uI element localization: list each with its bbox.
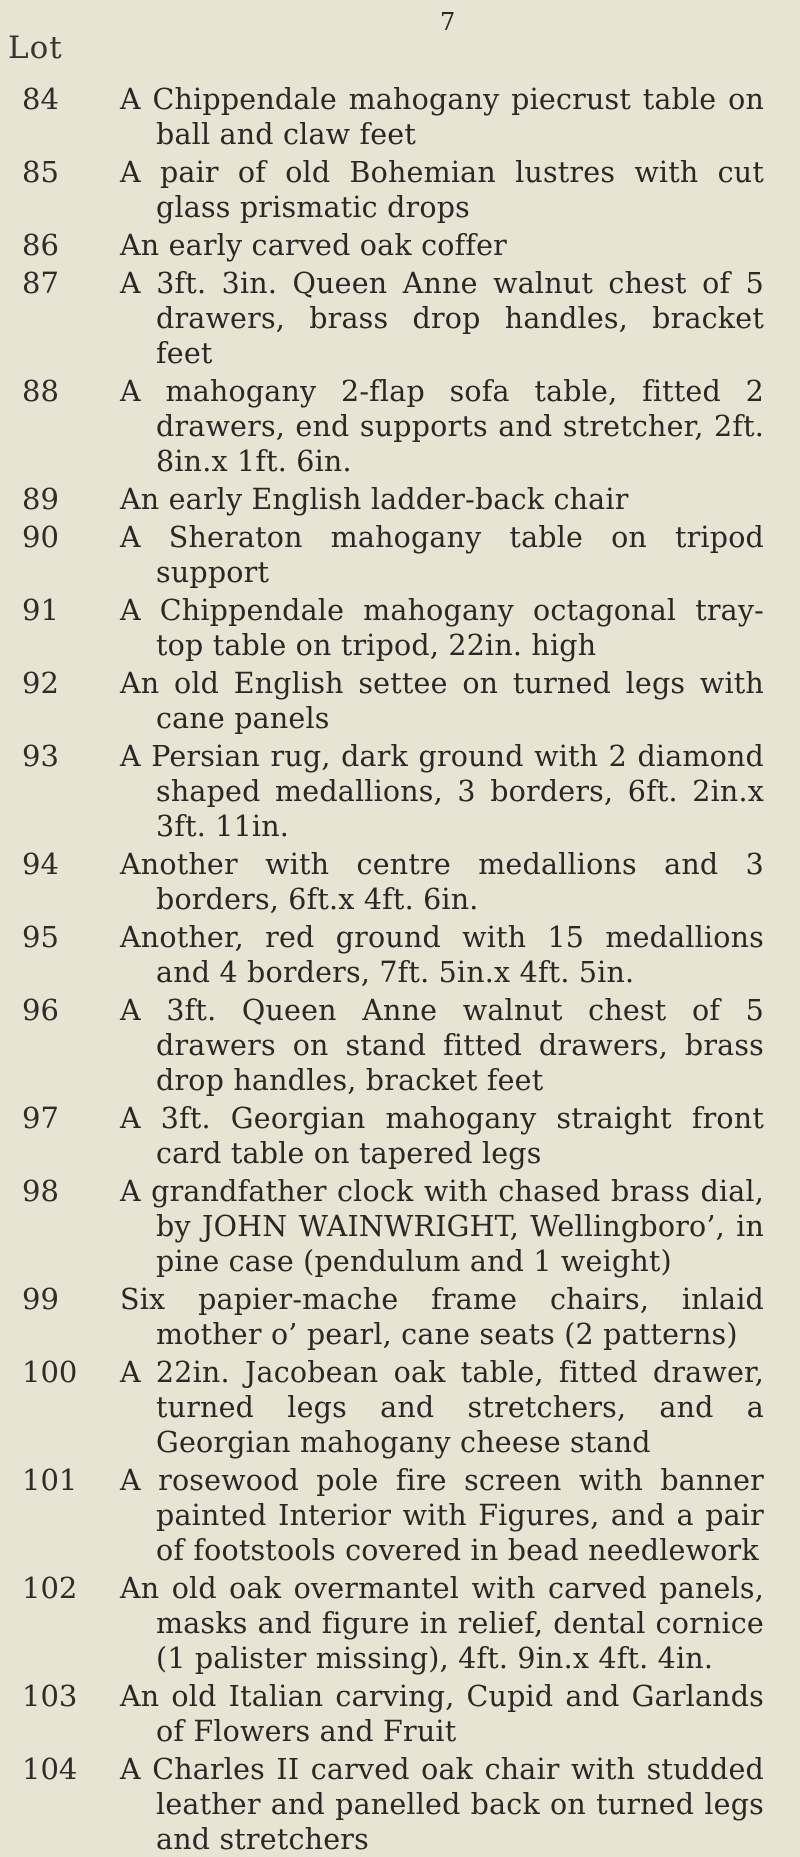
lot-number: 84: [22, 82, 59, 116]
lot-number: 89: [22, 482, 59, 516]
lot-entry: [0, 1101, 800, 1171]
lot-description: A 3ft. Georgian mahogany straight front card table on tapered legs: [120, 1102, 764, 1170]
lot-number: 96: [22, 993, 59, 1027]
lot-number: 98: [22, 1174, 59, 1208]
lot-description: A Persian rug, dark ground with 2 diamond shaped medallions, 3 borders, 6ft. 2in.x 3ft. 11in.: [120, 740, 764, 843]
lot-description: A grandfather clock with chased brass dial, by JOHN WAINWRIGHT, Wellingboro’, in pine case (pendulum and 1 weight): [120, 1175, 764, 1278]
lot-entry: [0, 374, 800, 479]
lot-number: 91: [22, 593, 59, 627]
lot-number: 86: [22, 228, 59, 262]
lot-list: [0, 82, 800, 1857]
lot-number: 94: [22, 847, 59, 881]
lot-description: An early English ladder-back chair: [120, 483, 629, 516]
lot-number: 85: [22, 155, 59, 189]
lot-number: 87: [22, 266, 59, 300]
lot-description: A pair of old Bohemian lustres with cut glass prismatic drops: [120, 156, 764, 224]
lot-description: A 3ft. 3in. Queen Anne walnut chest of 5 drawers, brass drop handles, bracket feet: [120, 267, 764, 370]
page-number: 7: [440, 8, 456, 36]
lot-entry: [0, 1463, 800, 1568]
lot-number: 101: [22, 1463, 78, 1497]
lot-entry: [0, 228, 800, 263]
lot-number: 102: [22, 1571, 78, 1605]
lot-description: A 22in. Jacobean oak table, fitted drawer, turned legs and stretchers, and a Georgian mahogany cheese stand: [120, 1356, 764, 1459]
lot-number: 100: [22, 1355, 78, 1389]
lot-entry: [0, 82, 800, 152]
lot-description: An early carved oak coffer: [120, 229, 507, 262]
lot-description: An old English settee on turned legs with cane panels: [120, 667, 764, 735]
lot-number: 97: [22, 1101, 59, 1135]
lot-number: 92: [22, 666, 59, 700]
lot-entry: [0, 266, 800, 371]
lot-description: A Chippendale mahogany piecrust table on ball and claw feet: [120, 83, 764, 151]
lot-description: An old oak overmantel with carved panels, masks and figure in relief, dental cornice (1 palister missing), 4ft. 9in.x 4ft. 4in.: [120, 1572, 764, 1675]
lot-entry: [0, 1174, 800, 1279]
lot-description: An old Italian carving, Cupid and Garlands of Flowers and Fruit: [120, 1680, 764, 1748]
lot-number: 88: [22, 374, 59, 408]
lot-number: 95: [22, 920, 59, 954]
lot-description: A Charles II carved oak chair with studded leather and panelled back on turned legs and stretchers: [120, 1753, 764, 1856]
lot-entry: [0, 920, 800, 990]
lot-entry: [0, 155, 800, 225]
lot-description: Six papier-mache frame chairs, inlaid mother o’ pearl, cane seats (2 patterns): [120, 1283, 764, 1351]
lot-description: Another, red ground with 15 medallions and 4 borders, 7ft. 5in.x 4ft. 5in.: [120, 921, 764, 989]
lot-description: A 3ft. Queen Anne walnut chest of 5 drawers on stand fitted drawers, brass drop handles, bracket feet: [120, 994, 764, 1097]
lot-description: Another with centre medallions and 3 borders, 6ft.x 4ft. 6in.: [120, 848, 764, 916]
lot-number: 93: [22, 739, 59, 773]
lot-entry: [0, 482, 800, 517]
lot-entry: [0, 593, 800, 663]
lot-entry: [0, 1752, 800, 1857]
lot-column-header: Lot: [8, 30, 63, 66]
lot-number: 104: [22, 1752, 78, 1786]
lot-description: A Chippendale mahogany octagonal tray-top table on tripod, 22in. high: [120, 594, 764, 662]
lot-number: 99: [22, 1282, 59, 1316]
lot-entry: [0, 1355, 800, 1460]
lot-entry: [0, 847, 800, 917]
lot-entry: [0, 666, 800, 736]
lot-entry: [0, 1571, 800, 1676]
lot-entry: [0, 520, 800, 590]
lot-number: 90: [22, 520, 59, 554]
lot-description: A mahogany 2-flap sofa table, fitted 2 drawers, end supports and stretcher, 2ft. 8in.x 1ft. 6in.: [120, 375, 764, 478]
lot-entry: [0, 1282, 800, 1352]
lot-description: A Sheraton mahogany table on tripod support: [120, 521, 764, 589]
lot-entry: [0, 1679, 800, 1749]
lot-entry: [0, 739, 800, 844]
lot-entry: [0, 993, 800, 1098]
lot-number: 103: [22, 1679, 78, 1713]
lot-description: A rosewood pole fire screen with banner painted Interior with Figures, and a pair of footstools covered in bead needlework: [120, 1464, 764, 1567]
